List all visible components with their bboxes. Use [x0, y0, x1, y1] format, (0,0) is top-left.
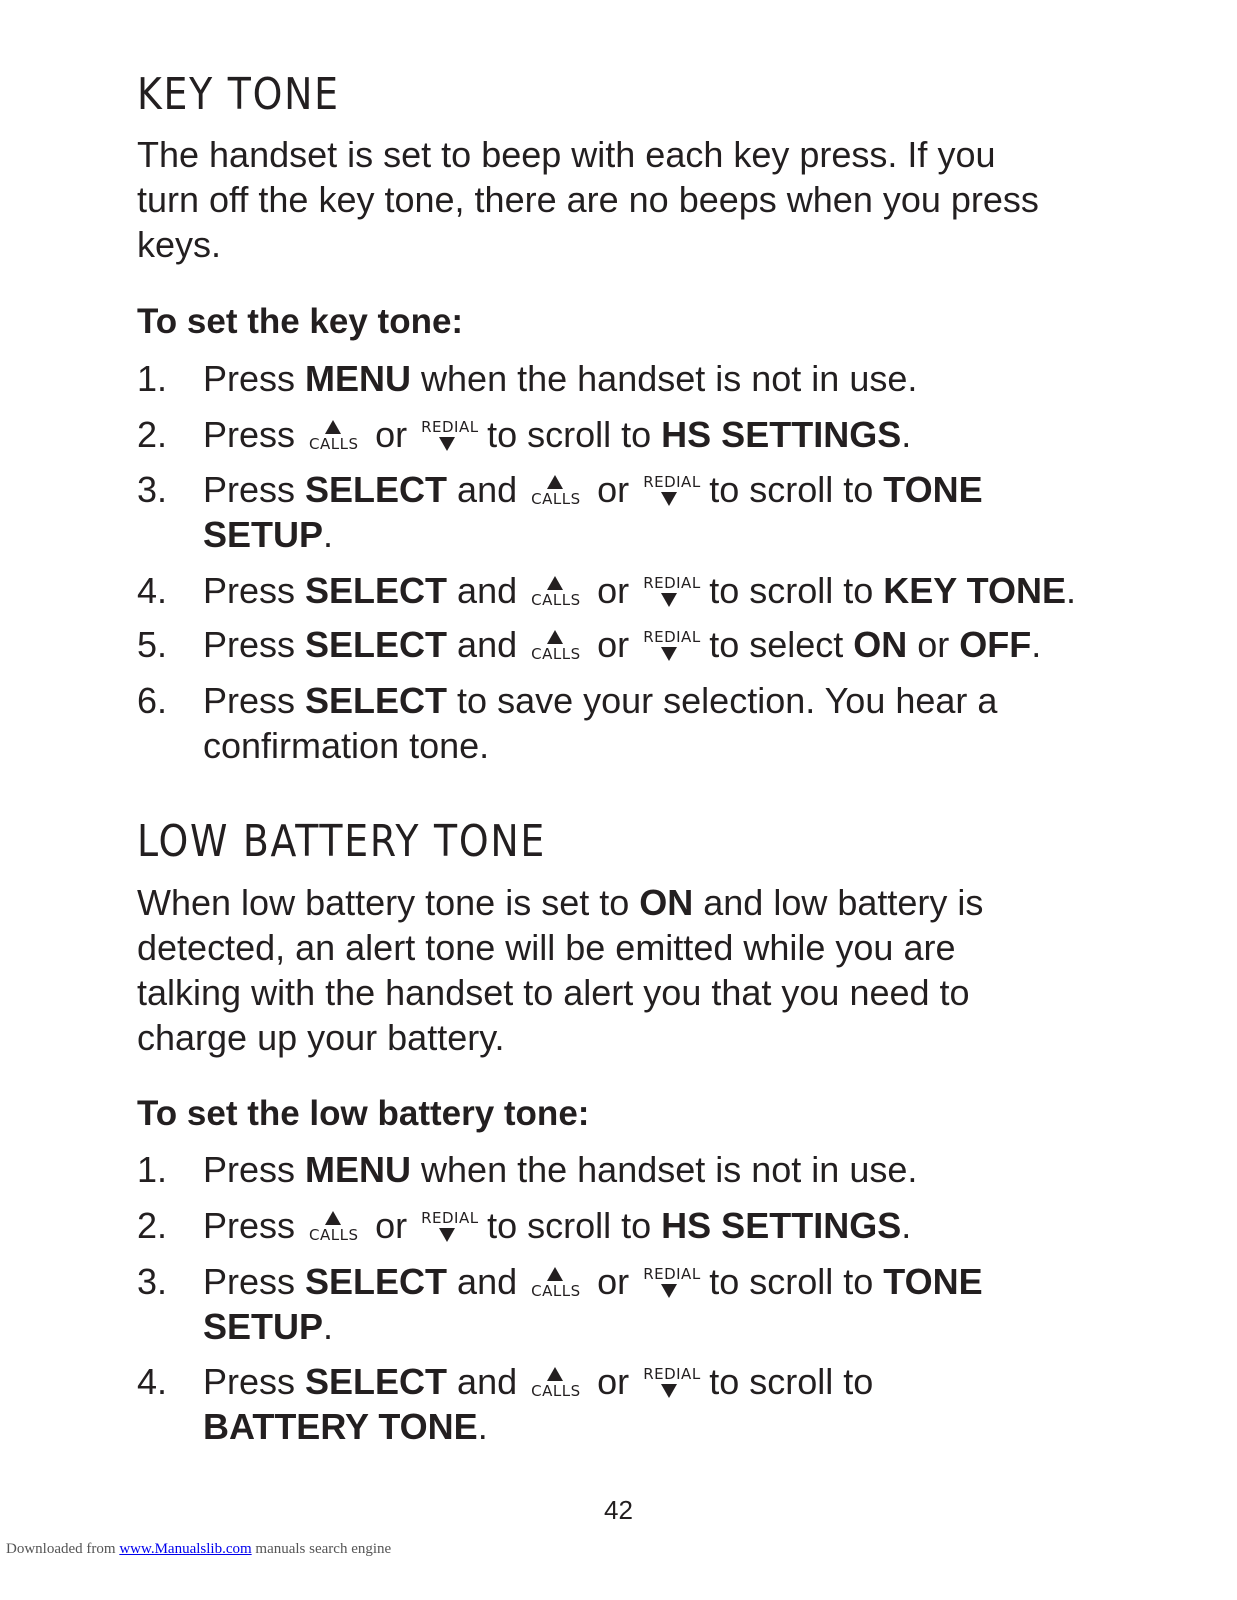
- key-tone-subheading: To set the key tone:: [137, 302, 464, 341]
- intro-line: talking with the handset to alert you that you need to: [137, 972, 970, 1013]
- step-number: 4.: [137, 1361, 168, 1402]
- redial-down-key-icon: REDIAL: [419, 419, 475, 455]
- low-battery-intro: When low battery tone is set to ON and low battery is detected, an alert tone will be emitted while you are talking with the handset to alert you that you need to charge up your battery.: [137, 882, 984, 1058]
- redial-down-key-icon: REDIAL: [641, 1366, 697, 1402]
- step-text: Press SELECT and CALLS or REDIAL to select ON or OFF.: [203, 624, 1042, 665]
- redial-down-key-icon: REDIAL: [641, 575, 697, 611]
- calls-up-key-icon: CALLS: [529, 474, 585, 510]
- redial-down-key-icon: REDIAL: [641, 1266, 697, 1302]
- step-number: 3.: [137, 469, 168, 510]
- intro-line: keys.: [137, 224, 222, 265]
- manualslib-link[interactable]: www.Manualslib.com: [119, 1541, 252, 1557]
- step-number: 2.: [137, 414, 168, 455]
- calls-up-key-icon: CALLS: [307, 1210, 363, 1246]
- calls-up-key-icon: CALLS: [529, 629, 585, 665]
- step-text: Press SELECT to save your selection. You hear a confirmation tone.: [203, 680, 998, 766]
- intro-line: detected, an alert tone will be emitted while you are: [137, 927, 956, 968]
- intro-line: charge up your battery.: [137, 1017, 505, 1058]
- low-battery-subheading: To set the low battery tone:: [137, 1094, 590, 1133]
- calls-up-key-icon: CALLS: [529, 1266, 585, 1302]
- step-text: Press SELECT and CALLS or REDIAL to scroll to KEY TONE.: [203, 570, 1077, 611]
- redial-down-key-icon: REDIAL: [641, 629, 697, 665]
- intro-line: turn off the key tone, there are no beeps when you press: [137, 179, 1039, 220]
- step-text: Press SELECT and CALLS or REDIAL to scroll to TONE SETUP.: [203, 469, 983, 555]
- step-number: 6.: [137, 680, 168, 721]
- step-number: 1.: [137, 358, 168, 399]
- download-footer: Downloaded from www.Manualslib.com manuals search engine: [6, 1541, 392, 1557]
- calls-up-key-icon: CALLS: [307, 419, 363, 455]
- step-number: 1.: [137, 1149, 168, 1190]
- calls-up-key-icon: CALLS: [529, 575, 585, 611]
- step-number: 5.: [137, 624, 168, 665]
- page-number: 42: [604, 1495, 633, 1525]
- menu-key-label: MENU: [305, 358, 412, 399]
- step-text: Press MENU when the handset is not in use.: [203, 358, 918, 399]
- step-text: Press CALLS or REDIAL to scroll to HS SETTINGS.: [203, 414, 912, 455]
- step-text: Press SELECT and CALLS or REDIAL to scroll to BATTERY TONE.: [203, 1361, 874, 1447]
- step-number: 2.: [137, 1205, 168, 1246]
- key-tone-heading: KEY TONE: [137, 69, 340, 120]
- step-text: Press CALLS or REDIAL to scroll to HS SETTINGS.: [203, 1205, 912, 1246]
- redial-down-key-icon: REDIAL: [419, 1210, 475, 1246]
- low-battery-heading: LOW BATTERY TONE: [137, 816, 546, 867]
- step-text: Press SELECT and CALLS or REDIAL to scroll to TONE SETUP.: [203, 1261, 983, 1347]
- key-tone-intro: [137, 132, 1077, 267]
- redial-down-key-icon: REDIAL: [641, 474, 697, 510]
- step-number: 4.: [137, 570, 168, 611]
- step-text: Press MENU when the handset is not in use.: [203, 1149, 918, 1190]
- calls-up-key-icon: CALLS: [529, 1366, 585, 1402]
- intro-line: The handset is set to beep with each key press. If you: [137, 134, 996, 175]
- step-number: 3.: [137, 1261, 168, 1302]
